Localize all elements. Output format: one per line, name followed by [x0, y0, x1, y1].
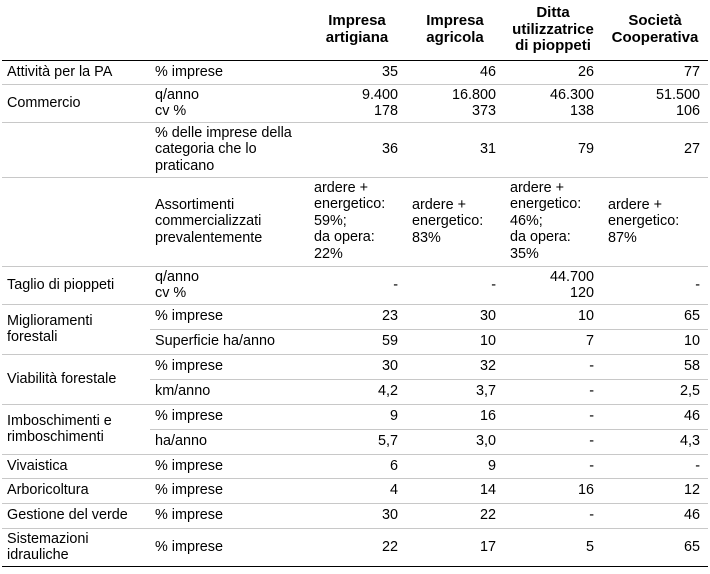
cell-value: 22 — [406, 503, 504, 528]
cell-value: - — [406, 266, 504, 304]
row-unit: % imprese — [150, 528, 308, 566]
cell-value: 2,5 — [602, 379, 708, 404]
cell-value: 26 — [577, 63, 594, 80]
row-unit: % imprese — [150, 478, 308, 503]
row-label: Commercio — [2, 84, 150, 122]
row-unit: % delle imprese della categoria che lo praticano — [150, 122, 308, 177]
cell-value: 5,7 — [308, 429, 406, 454]
cell-value: 17 — [406, 528, 504, 566]
header-impresa-artigiana: Impresa artigiana — [308, 0, 406, 60]
row-label: Gestione del verde — [2, 503, 150, 528]
cell-text: ardere + energetico: 87% — [602, 177, 708, 266]
cell-value: 65 — [602, 304, 708, 329]
cell-value: 7 — [504, 329, 602, 354]
cell-value: 16 — [504, 478, 602, 503]
header-row — [2, 0, 708, 60]
cell-value: 46.300 138 — [504, 84, 602, 122]
cell-value: 4,2 — [308, 379, 406, 404]
cell-value: 5 — [504, 528, 602, 566]
row-unit: q/anno cv % — [150, 266, 308, 304]
cell-value: 6 — [308, 454, 406, 478]
cell-value: 3,0 — [406, 429, 504, 454]
cell-value: 9 — [308, 404, 406, 429]
cell-value: - — [504, 379, 602, 404]
cell-value: 23 — [308, 304, 406, 329]
cell-text: ardere + energetico: 46%; da opera: 35% — [504, 177, 602, 266]
cell-value: - — [504, 429, 602, 454]
table-row — [2, 122, 708, 177]
row-unit: % imprese — [150, 454, 308, 478]
table-row — [2, 266, 708, 304]
cell-value: 9.400 178 — [308, 84, 406, 122]
table-row — [2, 503, 708, 528]
row-label: Sistemazioni idrauliche — [2, 528, 150, 566]
cell-value: 44.700 120 — [504, 266, 602, 304]
cell-value: 30 — [406, 304, 504, 329]
cell-value: 36 — [308, 122, 406, 177]
table-row — [2, 528, 708, 566]
row-unit: Superficie ha/anno — [150, 329, 308, 354]
cell-value: 30 — [308, 354, 406, 379]
row-unit: % imprese — [155, 63, 223, 80]
cell-value: 3,7 — [406, 379, 504, 404]
row-unit: km/anno — [150, 379, 308, 404]
row-unit: q/anno cv % — [150, 84, 308, 122]
row-label: Viabilità forestale — [2, 354, 150, 404]
row-unit: Assortimenti commercializzati prevalentemente — [150, 177, 308, 266]
row-label: Arboricoltura — [2, 478, 150, 503]
cell-value: 22 — [308, 528, 406, 566]
header-blank-1 — [2, 0, 150, 60]
cell-value: 46 — [602, 503, 708, 528]
table-row — [2, 404, 708, 429]
cell-value: 12 — [602, 478, 708, 503]
cell-value: 4 — [308, 478, 406, 503]
cell-value: 65 — [602, 528, 708, 566]
cell-value: 59 — [308, 329, 406, 354]
cell-value: 46 — [602, 404, 708, 429]
cell-value: 27 — [602, 122, 708, 177]
cell-value: - — [504, 454, 602, 478]
cell-value: 9 — [406, 454, 504, 478]
cell-value: 16.800 373 — [406, 84, 504, 122]
cell-value: 51.500 106 — [602, 84, 708, 122]
header-blank-2 — [150, 0, 308, 60]
row-unit: % imprese — [150, 503, 308, 528]
table-row — [2, 177, 708, 266]
cell-value: 32 — [406, 354, 504, 379]
row-unit: % imprese — [150, 304, 308, 329]
cell-value: 31 — [406, 122, 504, 177]
cell-value: - — [602, 266, 708, 304]
cell-value: - — [504, 503, 602, 528]
row-unit: % imprese — [150, 354, 308, 379]
table-row — [2, 478, 708, 503]
row-unit: ha/anno — [150, 429, 308, 454]
row-label: Attività per la PA — [7, 63, 113, 80]
cell-value: 10 — [602, 329, 708, 354]
cell-value: 46 — [479, 63, 496, 80]
cell-value: 16 — [406, 404, 504, 429]
cell-value: - — [308, 266, 406, 304]
row-label: Vivaistica — [2, 454, 150, 478]
cell-value: 79 — [504, 122, 602, 177]
cell-text: ardere + energetico: 83% — [406, 177, 504, 266]
cell-value: 30 — [308, 503, 406, 528]
cell-value: - — [504, 404, 602, 429]
table-row — [2, 84, 708, 122]
row-unit: % imprese — [150, 404, 308, 429]
cell-text: ardere + energetico: 59%; da opera: 22% — [308, 177, 406, 266]
table-row — [2, 354, 708, 379]
cell-value: 10 — [504, 304, 602, 329]
header-ditta-utilizzatrice: Ditta utilizzatrice di pioppeti — [504, 0, 602, 60]
header-impresa-agricola: Impresa agricola — [406, 0, 504, 60]
table-row — [2, 454, 708, 478]
cell-value: - — [602, 454, 708, 478]
cell-value: 35 — [381, 63, 398, 80]
cell-value: 10 — [406, 329, 504, 354]
cell-value: 58 — [602, 354, 708, 379]
row-label: Taglio di pioppeti — [2, 266, 150, 304]
table-row — [2, 60, 708, 84]
table-row — [2, 304, 708, 329]
cell-value: 77 — [683, 63, 700, 80]
header-societa-cooperativa: Società Cooperativa — [602, 0, 708, 60]
cell-value: 4,3 — [602, 429, 708, 454]
cell-value: - — [504, 354, 602, 379]
row-label: Imboschimenti e rimboschimenti — [2, 404, 150, 454]
row-label: Miglioramenti forestali — [2, 304, 150, 354]
cell-value: 14 — [406, 478, 504, 503]
data-table — [2, 0, 708, 567]
